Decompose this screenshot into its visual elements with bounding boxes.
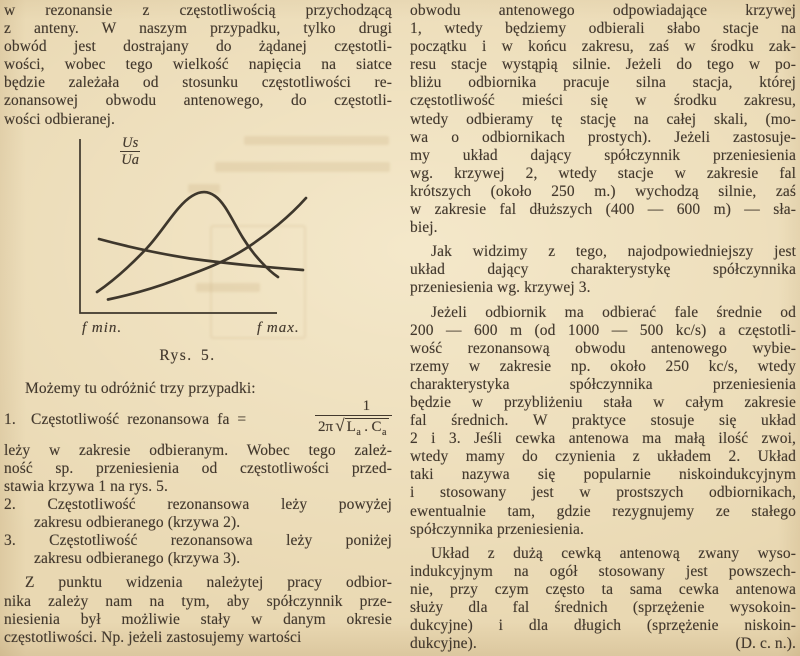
text-line: 1, wtedy będziemy odbierali słabo stacje na [410,20,796,38]
paragraph-high-inductance-lines [410,545,796,635]
formula-numerator: 1 [362,397,371,414]
text-line: Jeżeli odbiornik ma odbierać fale średnie od [431,303,796,321]
y-axis-label [120,136,140,167]
x-axis-label-fmin: f min. [82,319,123,336]
text-line: 2. Częstotliwość rezonansowa leży powyżej [4,496,392,514]
text-line: wość rezonansową obwodu antenowego wybie- [410,339,796,357]
text-line: rzemy w zakresie np. około 250 kc/s, wtedy [410,357,796,375]
text-line: zonansowej obwodu antenowego, do częstotli- [4,92,392,110]
text-line: nika zależy nam na tym, aby spółczynnik prze- [4,592,392,610]
text-line: wtedy mamy do czynienia z układem 2. Układ [410,448,796,466]
text-line: stawia krzywa 1 na rys. 5. [4,477,169,495]
text-line: wości odbieranej. [4,110,116,128]
right-column [410,2,796,653]
text-line: krótszych (około 250 m.) wychodzą silnie, zaś [410,182,796,200]
paragraph-curve3-best [410,243,796,297]
text-line: fal średnich. W praktyce stosuje się układ [410,412,796,430]
text-line: 200 — 600 m (od 1000 — 500 kc/s) a częstotli- [410,321,796,339]
paragraph-receiver-requirements [4,574,392,646]
text-line: ność sp. przeniesienia od częstotliwości przed- [4,459,392,477]
text-line: w rezonansie z częstotliwością przychodzącą [4,2,392,19]
text-line: będzie zależała od stosunku częstotliwości re- [4,74,392,92]
text-line: przeniesienia wg. krzywej 3. [410,279,591,297]
radicand-C-subscript: a [382,426,387,438]
text-line: początku i w końcu zakresu, zaś w środku zak- [410,38,796,56]
text-line: spółczynnika przeniesienia. [410,520,584,538]
text-line: Z punktu widzenia należytej pracy odbior- [25,574,392,592]
paragraph-high-inductance [410,545,796,654]
text-line: zakresu odbieranego (krzywa 3). [34,550,241,568]
square-root-symbol: √ [335,415,345,435]
left-column [4,2,392,647]
text-line: Jak widzimy z tego, najodpowiedniejszy jest [431,243,796,261]
text-line: niesienia był możliwie stały w danym okresie [4,610,392,628]
text-line: biej. [410,219,438,237]
text-line: częstotliwości. Np. jeżeli zastosujemy wartości [4,628,302,646]
text-line: my układ dający spółczynnik przeniesienia [410,146,796,164]
text-line: dukcyjne) i dla długich (sprzężenie niskoin- [410,617,796,635]
y-axis-label-numerator: Us [122,134,139,151]
figure-caption: Rys. 5. [159,346,216,364]
figure-rys-5 [4,133,392,371]
formula-denominator [315,415,392,441]
transfer-ratio-plot [55,135,320,340]
paragraph-last-line [410,635,796,653]
list-item-1-number: 1. [4,410,16,428]
text-line: obwodu antenowego odpowiadające krzywej [410,2,796,19]
list-item-1-text [4,442,392,496]
formula-lead-text: Częstotliwość rezonansowa fa = [31,410,247,428]
paragraph-medium-waves [410,304,796,539]
text-line: Możemy tu odróżnić trzy przypadki: [25,379,256,397]
radicand-C: C [371,418,383,435]
radicand-dot: . [364,418,369,435]
resonance-frequency-formula [315,399,392,441]
text-line: w zakresie fal dłuższych (400 — 600 m) — sła- [410,201,796,219]
text-line: bliżu odbiornika pracuje silna stacja, której [410,74,796,92]
text-line: wtedy odbieramy tę stację na całej skali, (mo- [410,110,796,128]
list-item-2 [4,496,392,532]
list-item-1 [4,398,392,496]
text-line: zakresu odbieranego (krzywa 2). [34,514,241,532]
text-line: obwód jest dostrajany do żądanej częstotli- [4,38,392,56]
radicand-L-subscript: a [356,426,362,438]
text-line: częstotliwość mieści się w środku zakresu, [410,92,796,110]
text-line: ewentualnie tam, gdzie rezygnujemy ze stałego [410,502,796,520]
text-line: 3. Częstotliwość rezonansowa leży poniżej [4,532,392,550]
last-line-left-text: dukcyjne). [410,635,477,653]
paragraph-curve1-behaviour [410,2,796,237]
list-item-1-formula-row [4,398,392,442]
text-line: charakterystyka spółczynnika przeniesienia [410,375,796,393]
text-line: leży w zakresie odbieranym. Wobec tego zależ- [4,441,392,459]
text-line: z anteny. W naszym przypadku, tylko drugi [4,20,392,38]
paragraph-resonance-intro [4,2,392,129]
text-line: nie, przy czym często ta sama cewka antenowa [410,580,796,598]
text-line: resu stacje wystąpią silnie. Jeżeli do tego w po- [410,56,796,74]
paragraph-three-cases-intro [4,380,392,398]
x-axis-label-fmax: f max. [257,319,300,336]
text-line: będzie w przybliżeniu stała w całym zakresie [410,393,796,411]
formula-two-pi: 2π [317,418,334,435]
list-item-3 [4,532,392,568]
formula-radicand [345,418,389,441]
text-line: wa o odbiornikach prostych). Jeżeli zastosuje- [410,128,796,146]
text-line: i stosowany jest w prostszych odbiornikach, [410,484,796,502]
text-line: wg. krzywej 2, wtedy stacje w zakresie fal [410,164,796,182]
text-line: układ dający charakterystykę spółczynnika [410,261,796,279]
plot-axes [80,139,277,313]
text-line: indukcyjnym na ogół stosowany jest powszech- [410,562,796,580]
radicand-L: L [346,418,357,435]
continuation-mark: (D. c. n.). [735,635,796,653]
text-line: Układ z dużą cewką antenową zwany wyso- [431,544,796,562]
text-line: 2 i 3. Jeśli cewka antenowa ma małą ilość zwoi, [410,430,796,448]
text-line: wości, wobec tego wielkość napięcia na siatce [4,56,392,74]
text-line: taki nazywa się popularnie niskoindukcyjnym [410,466,796,484]
y-axis-label-denominator: Ua [121,151,140,168]
text-line: służy dla fal średnich (sprzężenie wysokoin- [410,599,796,616]
